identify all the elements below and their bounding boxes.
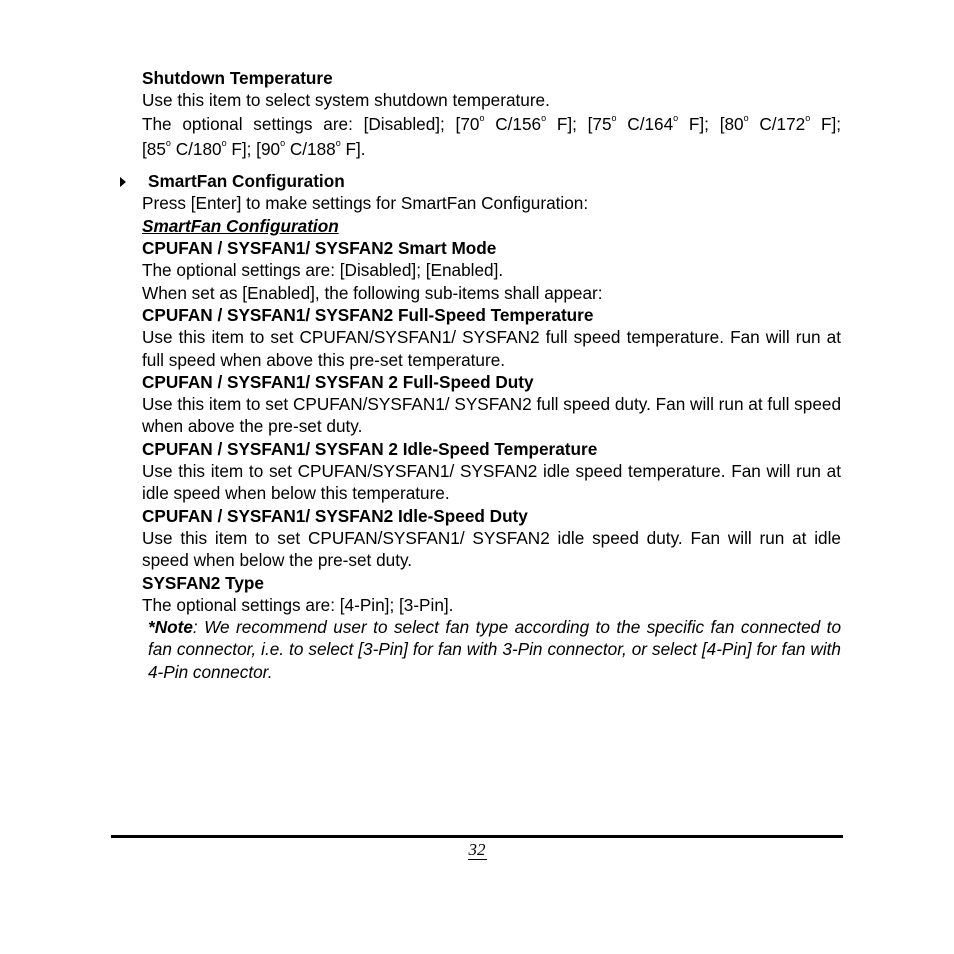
shutdown-temperature-heading: Shutdown Temperature: [142, 68, 333, 88]
full-speed-duty-description: Use this item to set CPUFAN/SYSFAN1/ SYSFAN2 full speed duty. Fan will run at full speed when above the pre-set duty.: [142, 394, 841, 437]
full-speed-duty-heading: CPUFAN / SYSFAN1/ SYSFAN 2 Full-Speed Duty: [142, 371, 534, 392]
option-text: F];: [810, 113, 842, 134]
idle-speed-temperature-description: Use this item to set CPUFAN/SYSFAN1/ SYSFAN2 idle speed temperature. Fan will run at idle speed when below this temperature.: [142, 461, 841, 504]
footer-divider: [111, 835, 843, 838]
degree-mark: o: [611, 112, 617, 123]
smartfan-heading: SmartFan Configuration: [148, 171, 345, 192]
smartfan-section: [142, 170, 841, 192]
degree-mark: o: [165, 137, 171, 148]
full-speed-temperature-heading: CPUFAN / SYSFAN1/ SYSFAN2 Full-Speed Temperature: [142, 304, 594, 325]
smart-mode-heading: CPUFAN / SYSFAN1/ SYSFAN2 Smart Mode: [142, 238, 497, 259]
option-text: The optional settings are: [Disabled]; [70: [142, 113, 480, 134]
option-text: F]; [90: [226, 138, 281, 159]
degree-mark: o: [221, 137, 227, 148]
option-text: C/172: [748, 113, 806, 134]
option-text: [85: [142, 138, 166, 159]
option-text: C/188: [285, 138, 336, 159]
degree-mark: o: [805, 112, 811, 123]
degree-mark: o: [280, 137, 286, 148]
smart-mode-options: The optional settings are: [Disabled]; [Enabled].: [142, 260, 504, 281]
sysfan2-type-heading: SYSFAN2 Type: [142, 572, 264, 593]
triangle-right-icon: [120, 177, 126, 187]
page-number-text: 32: [468, 840, 486, 859]
degree-mark: o: [479, 112, 485, 123]
full-speed-temperature-description: Use this item to set CPUFAN/SYSFAN1/ SYSFAN2 full speed temperature. Fan will run at full speed when above this pre-set temperature.: [142, 327, 841, 370]
sysfan2-type-note: [142, 616, 841, 683]
option-text: C/164: [616, 113, 674, 134]
smartfan-press-enter: Press [Enter] to make settings for SmartFan Configuration:: [142, 193, 589, 214]
smartfan-subtitle: SmartFan Configuration: [142, 215, 339, 236]
degree-mark: o: [743, 112, 749, 123]
option-text: C/180: [170, 138, 222, 159]
shutdown-temperature-description: Use this item to select system shutdown temperature.: [142, 90, 550, 111]
shutdown-temperature-options: [142, 113, 841, 135]
option-text: F].: [340, 138, 366, 159]
option-text: C/156: [484, 113, 542, 134]
option-text: F]; [80: [678, 113, 744, 134]
degree-mark: o: [673, 112, 679, 123]
idle-speed-duty-description: Use this item to set CPUFAN/SYSFAN1/ SYSFAN2 idle speed duty. Fan will run at idle speed when below the pre-set duty.: [142, 527, 841, 571]
note-label: *Note: [148, 617, 193, 638]
option-text: F]; [75: [546, 113, 612, 134]
page-number: [0, 840, 954, 860]
document-body: [142, 67, 841, 683]
idle-speed-temperature-heading: CPUFAN / SYSFAN1/ SYSFAN 2 Idle-Speed Temperature: [142, 438, 598, 459]
shutdown-temperature-options-cont: [142, 138, 841, 160]
note-text: : We recommend user to select fan type according to the specific fan connected to fan connector, i.e. to select [3-Pin] for fan with 3-Pin connector, or select [4-Pin] for fan with 4-Pin connector.: [148, 617, 841, 682]
sysfan2-type-options: The optional settings are: [4-Pin]; [3-Pin].: [142, 594, 454, 615]
degree-mark: o: [541, 112, 547, 123]
degree-mark: o: [335, 137, 341, 148]
smart-mode-note: When set as [Enabled], the following sub-items shall appear:: [142, 282, 603, 303]
idle-speed-duty-heading: CPUFAN / SYSFAN1/ SYSFAN2 Idle-Speed Duty: [142, 505, 528, 526]
